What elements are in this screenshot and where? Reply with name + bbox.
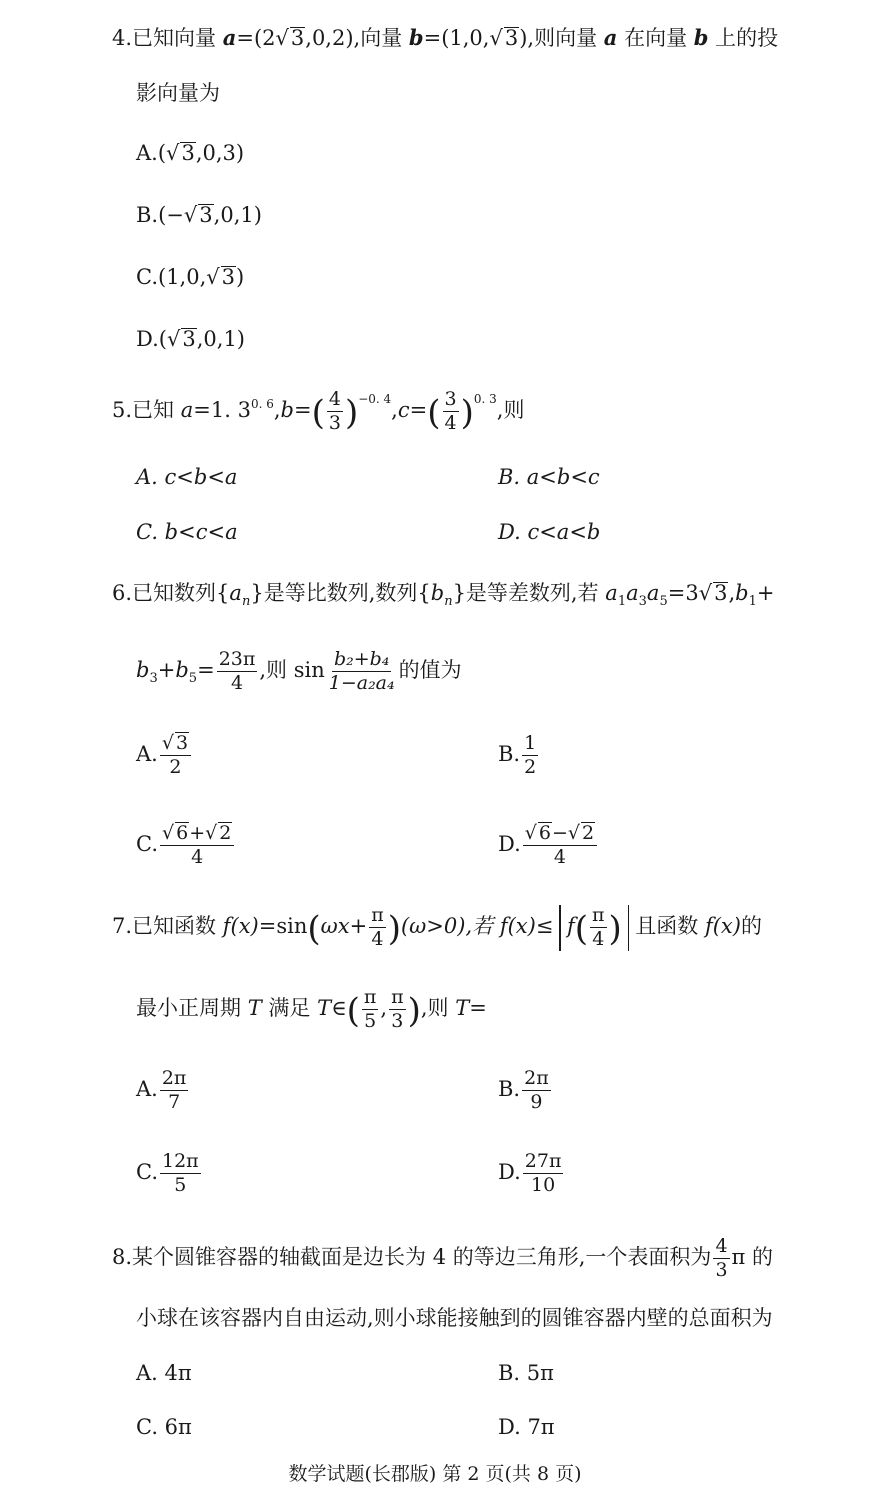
radicand: 3 (199, 203, 213, 227)
fraction (523, 822, 597, 869)
fraction-den: 2 (524, 756, 537, 778)
paren-open: ( (307, 909, 321, 949)
q8-number: 8. (112, 1245, 133, 1269)
sqrt-icon: √ (489, 26, 503, 50)
var: a (605, 581, 618, 605)
q5-option-a[interactable]: A. c<b<a (136, 465, 238, 489)
fraction-den: 4 (191, 846, 204, 868)
option-text: ) (236, 265, 245, 289)
fraction-num: √ 3 (160, 732, 191, 756)
paren-close: ) (387, 909, 401, 949)
option-text: (− (158, 203, 184, 227)
sqrt-icon: √ (206, 265, 220, 289)
fraction-num: b₂+b₄ (333, 648, 390, 670)
q5-number: 5. (112, 398, 133, 422)
option-label: A. (136, 141, 158, 165)
q6-stem-line2 (136, 648, 462, 695)
q7-text: ≤ (535, 914, 554, 938)
fraction-num: √ 6−√ 2 (523, 822, 597, 846)
q4-option-b[interactable] (136, 199, 262, 231)
q8-stem-line2: 小球在该容器内自由运动,则小球能接触到的圆锥容器内壁的总面积为 (136, 1306, 773, 1330)
q7-text: 的 (740, 914, 762, 938)
vector-b: b (408, 25, 424, 50)
subscript: 3 (638, 594, 647, 609)
option-label: D. (498, 1160, 521, 1184)
fraction-num: 27π (524, 1150, 562, 1172)
sqrt-icon: √ (698, 581, 713, 605)
fraction (522, 1067, 551, 1114)
fraction-num: π (371, 904, 384, 926)
fraction-num: √ 6+√ 2 (160, 822, 234, 846)
fraction-den: 5 (174, 1174, 187, 1196)
q7-text: (ω>0),若 (400, 914, 494, 938)
q7-number: 7. (112, 914, 133, 938)
q5-text: =1. 3 (193, 398, 251, 422)
q8-option-c[interactable]: C. 6π (136, 1415, 192, 1439)
abs-bar (559, 905, 561, 951)
fraction (160, 822, 234, 869)
fraction-num: π (391, 986, 404, 1008)
subscript: 1 (748, 594, 757, 609)
q5-stem (112, 388, 524, 435)
paren-close: ) (344, 393, 359, 433)
function: f (566, 914, 575, 938)
q4-stem-line2: 影向量为 (136, 81, 220, 105)
fraction-num: 23π (218, 648, 256, 670)
sqrt-icon: √ (166, 327, 181, 351)
q4-text: =(1,0, (423, 26, 490, 50)
fraction (327, 388, 343, 435)
var: b (735, 581, 749, 605)
function: f(x) (704, 914, 741, 938)
var: T (247, 996, 262, 1020)
var: c (397, 398, 410, 422)
q5-text: , (273, 398, 281, 422)
fraction (389, 986, 406, 1033)
q8-option-d[interactable]: D. 7π (498, 1415, 555, 1439)
fraction-num: 4 (328, 388, 341, 410)
fraction (369, 904, 386, 951)
var: a (626, 581, 639, 605)
q6-text: 已知数列{ (132, 581, 230, 605)
fraction (590, 904, 607, 951)
subscript: 1 (617, 594, 627, 609)
paren-open: ( (427, 393, 441, 433)
q6-stem (112, 577, 775, 609)
q6-text: ,则 sin (259, 658, 325, 682)
q8-text: π 的 (731, 1245, 774, 1269)
vector-a: a (222, 25, 237, 50)
option-label: C. (136, 265, 158, 289)
subscript: 5 (188, 671, 198, 686)
q6-text: 的值为 (398, 658, 462, 682)
option-label: D. (136, 327, 159, 351)
option-text: (1,0, (158, 265, 207, 289)
var: T (317, 996, 332, 1020)
fraction-den: 3 (715, 1259, 728, 1281)
subscript: 3 (149, 671, 158, 686)
q6-option-b[interactable] (498, 732, 540, 779)
q7-text: 已知函数 (132, 914, 217, 938)
radicand: 3 (714, 581, 728, 605)
fraction-num: 12π (162, 1150, 199, 1172)
radicand: 3 (181, 141, 195, 165)
fraction-num: π (363, 986, 377, 1008)
var: a (646, 581, 660, 605)
q6-text: }是等比数列,数列{ (250, 581, 431, 605)
radicand: 6 (176, 822, 189, 844)
fraction-den: 7 (168, 1091, 181, 1113)
fraction (443, 388, 459, 435)
fraction-den: 3 (328, 412, 341, 434)
fraction-den: 4 (553, 846, 566, 868)
q5-option-c[interactable]: C. b<c<a (136, 520, 238, 544)
option-label: B. (498, 1077, 521, 1101)
option-text: ( (158, 327, 167, 351)
q4-number: 4. (112, 26, 133, 50)
exponent: −0. 4 (358, 392, 392, 406)
fraction-num: 3 (444, 388, 457, 410)
paren-close: ) (407, 991, 421, 1031)
q4-text: ),则向量 (519, 26, 598, 50)
radicand: 3 (182, 327, 196, 351)
q6-text: }是等差数列,若 (452, 581, 599, 605)
q5-option-b[interactable]: B. a<b<c (498, 465, 600, 489)
radicand: 6 (538, 822, 551, 844)
q4-option-a[interactable] (136, 137, 244, 169)
option-label: B. (136, 203, 159, 227)
fraction (713, 1235, 729, 1282)
q7-text: , (380, 996, 388, 1020)
option-label: D. (498, 832, 521, 856)
q4-text: 上的投 (715, 26, 779, 50)
option-text: ,0,3) (195, 141, 245, 165)
q7-option-a[interactable] (136, 1067, 190, 1114)
radicand: 2 (582, 822, 595, 844)
fraction-den: 4 (371, 928, 384, 950)
var: a (180, 398, 194, 422)
q7-option-d[interactable] (498, 1150, 565, 1197)
q7-text: ∈ (331, 996, 347, 1020)
q6-option-a[interactable] (136, 732, 193, 779)
fraction-den: 2 (169, 756, 182, 778)
q7-text: ωx+ (320, 914, 368, 938)
q8-stem (112, 1235, 773, 1282)
option-text: ,0,1) (196, 327, 245, 351)
var: b (430, 581, 445, 605)
sqrt-icon: √ (183, 203, 198, 227)
q6-option-c[interactable] (136, 822, 236, 869)
q8-text: 某个圆锥容器的轴截面是边长为 4 的等边三角形,一个表面积为 (132, 1245, 712, 1269)
q7-stem-line2 (136, 986, 487, 1033)
operator: − (551, 822, 568, 844)
q6-text: + (157, 658, 176, 682)
exponent: 0. 6 (250, 397, 274, 411)
q7-text: = (469, 996, 487, 1020)
q7-text: =sin (258, 914, 308, 938)
q6-text: =3 (667, 581, 699, 605)
var: b (280, 398, 294, 422)
q4-text: 已知向量 (132, 26, 217, 50)
fraction-num: 1 (524, 732, 537, 754)
option-text: ,0,1) (213, 203, 262, 227)
q4-text: 在向量 (624, 26, 688, 50)
var: T (455, 996, 470, 1020)
option-text: ( (157, 141, 167, 165)
fraction (160, 1150, 201, 1197)
fraction-den: 4 (444, 412, 457, 434)
subscript: n (241, 594, 251, 609)
operator: + (189, 822, 206, 844)
q7-text: 最小正周期 (136, 996, 241, 1020)
q7-text: 满足 (268, 996, 311, 1020)
q6-text: + (756, 581, 775, 605)
q4-option-d[interactable] (136, 323, 245, 355)
fraction (217, 648, 258, 695)
fraction (160, 1067, 189, 1114)
q5-text: = (409, 398, 428, 422)
subscript: 5 (659, 594, 668, 609)
var: b (175, 658, 189, 682)
function: f(x) (499, 914, 536, 938)
fraction (362, 986, 379, 1033)
radicand: 3 (504, 26, 519, 50)
option-label: A. (136, 742, 158, 766)
option-label: C. (136, 1160, 158, 1184)
fraction-num: π (592, 904, 605, 926)
option-label: C. (136, 832, 158, 856)
fraction (327, 648, 397, 695)
page-footer: 数学试题(长郡版) 第 2 页(共 8 页) (288, 1463, 582, 1485)
fraction-den: 3 (391, 1010, 404, 1032)
fraction (522, 732, 538, 779)
q8-option-b[interactable]: B. 5π (498, 1361, 554, 1385)
fraction (523, 1150, 564, 1197)
q5-text: = (293, 398, 312, 422)
q6-option-d[interactable] (498, 822, 599, 869)
q7-text: ,则 (420, 996, 449, 1020)
option-label: A. (136, 1077, 158, 1101)
q6-text: = (197, 658, 215, 682)
paren-open: ( (574, 909, 588, 949)
paren-open: ( (311, 393, 325, 433)
paren-open: ( (346, 991, 360, 1031)
q5-text: ,则 (496, 398, 525, 422)
q5-text: , (391, 398, 398, 422)
fraction-num: 4 (715, 1235, 728, 1257)
radicand: 2 (219, 822, 232, 844)
q5-text: 已知 (132, 398, 175, 422)
fraction-num: 2π (524, 1067, 549, 1089)
q4-text: ,0,2),向量 (305, 26, 403, 50)
radicand: 3 (290, 26, 305, 50)
fraction-den: 10 (531, 1174, 556, 1196)
var: b (136, 658, 150, 682)
var: a (229, 581, 242, 605)
fraction-den: 5 (364, 1010, 377, 1032)
exponent: 0. 3 (473, 392, 497, 406)
abs-bar (628, 905, 630, 951)
q4-option-c[interactable] (136, 261, 244, 293)
q7-stem (112, 904, 762, 951)
fraction-den: 9 (530, 1091, 543, 1113)
sqrt-icon: √ (275, 26, 289, 50)
radicand: 3 (175, 732, 189, 754)
fraction-den: 4 (592, 928, 605, 950)
vector-b: b (693, 25, 709, 50)
paren-close: ) (460, 393, 474, 433)
sqrt-icon: √ (166, 141, 180, 165)
q5-option-d[interactable]: D. c<a<b (498, 520, 601, 544)
fraction-den: 1−a₂a₄ (328, 672, 395, 694)
option-label: B. (498, 742, 521, 766)
vector-a: a (603, 25, 618, 50)
radicand: 3 (221, 265, 236, 289)
fraction-num: 2π (161, 1067, 187, 1089)
q7-option-c[interactable] (136, 1150, 203, 1197)
q7-text: 且函数 (635, 914, 699, 938)
q7-option-b[interactable] (498, 1067, 553, 1114)
q4-stem (112, 22, 778, 54)
q6-text: , (728, 581, 736, 605)
q4-text: =(2 (236, 26, 276, 50)
fraction-den: 4 (230, 672, 244, 694)
paren-close: ) (608, 909, 622, 949)
q6-number: 6. (112, 581, 133, 605)
subscript: n (444, 594, 453, 609)
function: f(x) (222, 914, 259, 938)
q8-option-a[interactable]: A. 4π (136, 1361, 192, 1385)
fraction (160, 732, 191, 779)
